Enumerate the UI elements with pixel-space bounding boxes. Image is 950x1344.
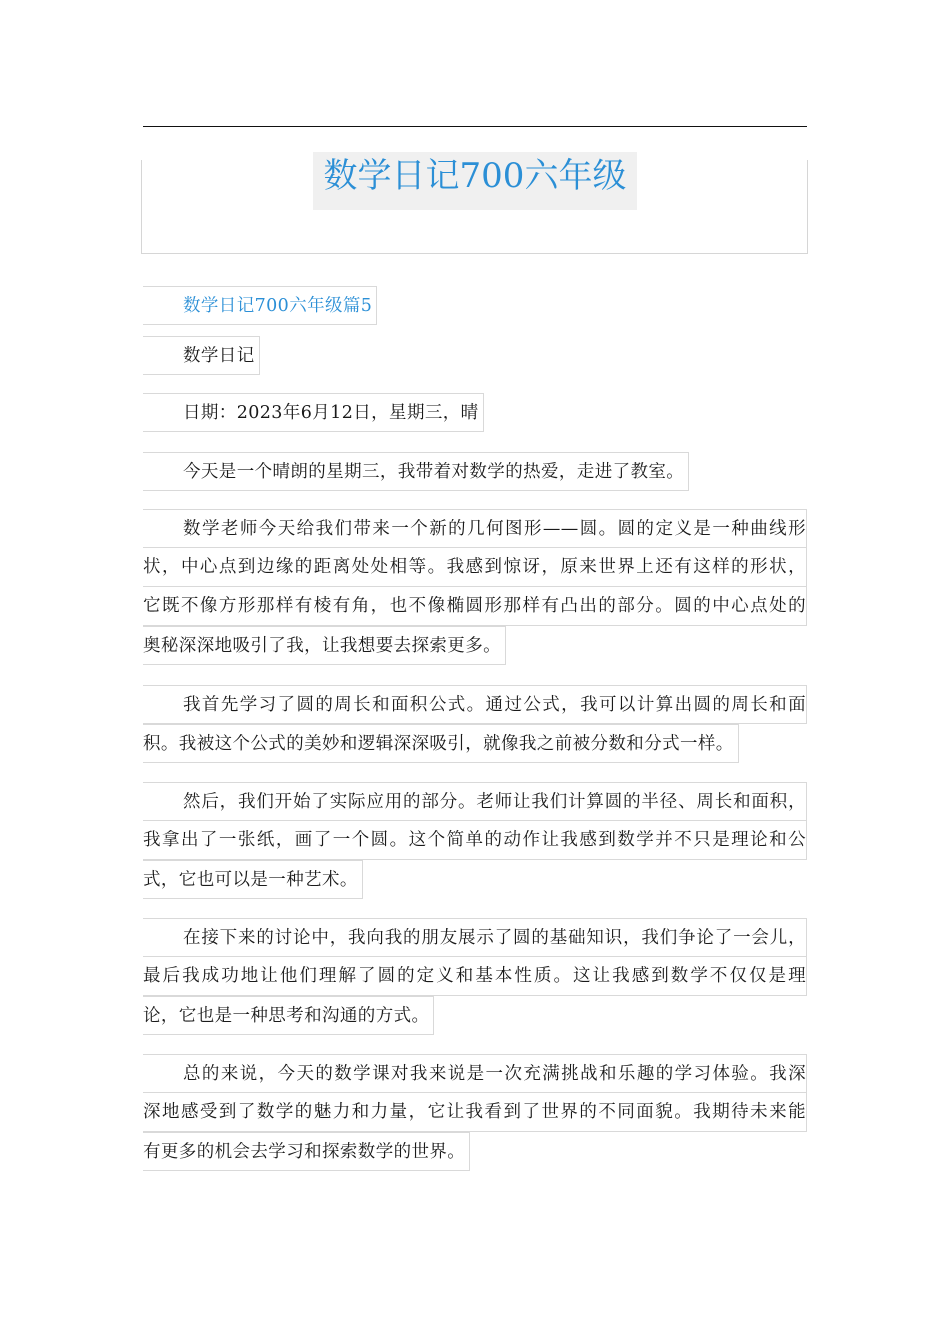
paragraph-line: 我首先学习了圆的周长和面积公式。通过公式，我可以计算出圆的周长和面 [143, 685, 807, 724]
paragraph-line: 有更多的机会去学习和探索数学的世界。 [143, 1132, 470, 1171]
paragraph-line: 论，它也是一种思考和沟通的方式。 [143, 996, 434, 1035]
diary-label-text: 数学日记 [143, 336, 260, 375]
paragraph-4 [143, 782, 807, 900]
subheading [143, 286, 807, 326]
paragraph-line: 我拿出了一张纸，画了一个圆。这个简单的动作让我感到数学并不只是理论和公 [143, 821, 807, 860]
paragraph-line: 状，中心点到边缘的距离处处相等。我感到惊讶，原来世界上还有这样的形状， [143, 548, 807, 587]
diary-label [143, 336, 807, 376]
top-rule [143, 126, 807, 127]
page-title: 数学日记700六年级 [313, 152, 637, 210]
paragraph-line: 总的来说，今天的数学课对我来说是一次充满挑战和乐趣的学习体验。我深 [143, 1054, 807, 1093]
paragraph-3 [143, 685, 807, 764]
paragraph-line: 积。我被这个公式的美妙和逻辑深深吸引，就像我之前被分数和分式一样。 [143, 724, 739, 763]
paragraph-6 [143, 1054, 807, 1172]
paragraph-2 [143, 509, 807, 666]
paragraph-line: 然后，我们开始了实际应用的部分。老师让我们计算圆的半径、周长和面积， [143, 782, 807, 821]
paragraph-5 [143, 918, 807, 1036]
paragraph-line: 式，它也可以是一种艺术。 [143, 860, 363, 899]
paragraph-line: 今天是一个晴朗的星期三，我带着对数学的热爱，走进了教室。 [143, 452, 689, 491]
paragraph-line: 最后我成功地让他们理解了圆的定义和基本性质。这让我感到数学不仅仅是理 [143, 957, 807, 996]
paragraph-line: 它既不像方形那样有棱有角，也不像椭圆形那样有凸出的部分。圆的中心点处的 [143, 587, 807, 626]
paragraph-line: 数学老师今天给我们带来一个新的几何图形——圆。圆的定义是一种曲线形 [143, 509, 807, 548]
paragraph-1 [143, 452, 807, 492]
paragraph-line: 奥秘深深地吸引了我，让我想要去探索更多。 [143, 626, 506, 665]
subheading-link[interactable]: 数学日记700六年级篇5 [143, 286, 377, 325]
date-line [143, 393, 807, 433]
date-line-text: 日期：2023年6月12日，星期三，晴 [143, 393, 484, 432]
paragraph-line: 在接下来的讨论中，我向我的朋友展示了圆的基础知识，我们争论了一会儿， [143, 918, 807, 957]
paragraph-line: 深地感受到了数学的魅力和力量，它让我看到了世界的不同面貌。我期待未来能 [143, 1093, 807, 1132]
